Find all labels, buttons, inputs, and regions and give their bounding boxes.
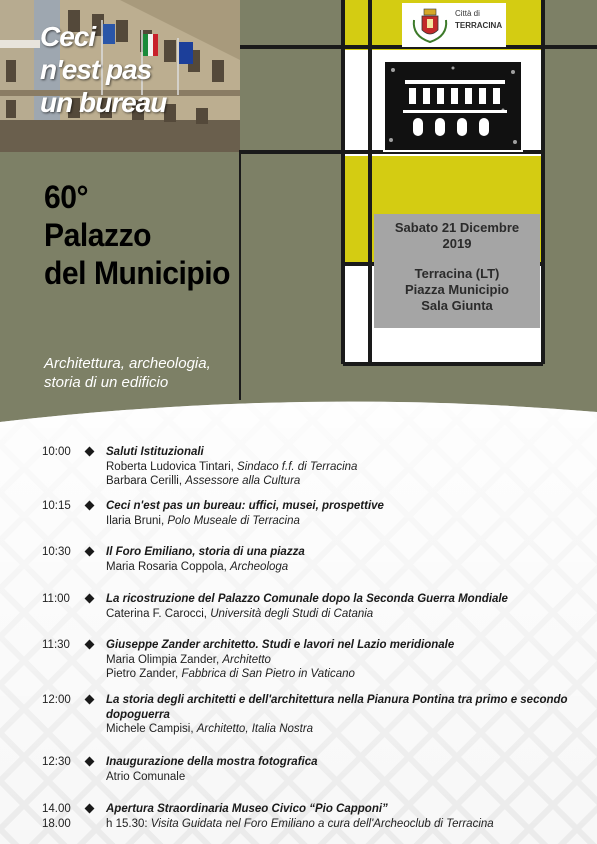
program-title: La storia degli architetti e dell'architettura nella Pianura Pontina tra primo e secondo dopoguerra <box>106 694 568 721</box>
subtitle-line-1: Architettura, archeologia, <box>44 355 211 372</box>
program-time: 12:30 <box>42 756 71 768</box>
speaker: Ilaria Bruni, Polo Museale di Terracina <box>106 514 300 527</box>
program-title: Il Foro Emiliano, storia di una piazza <box>106 546 305 558</box>
photo-title <box>40 20 166 119</box>
speaker: Roberta Ludovica Tintari, Sindaco f.f. di Terracina <box>106 460 358 473</box>
speaker-name: Caterina F. Carocci <box>106 607 204 620</box>
main-title <box>44 178 230 292</box>
date-place-box <box>374 214 540 328</box>
speaker-name: Pietro Zander <box>106 668 176 680</box>
title-anniversary: 60° <box>44 179 89 215</box>
grid-line-left <box>230 150 244 400</box>
speaker-role: Università degli Studi di Catania <box>210 607 374 620</box>
program-time: 12:00 <box>42 694 71 706</box>
program-time: 10:00 <box>42 446 71 458</box>
speaker-name: Maria Rosaria Coppola <box>106 560 224 573</box>
speaker-role: Fabbrica di San Pietro in Vaticano <box>181 668 355 680</box>
program-title: Giuseppe Zander architetto. Studi e lavori nel Lazio meridionale <box>106 639 455 651</box>
visit-time: h 15.30: <box>106 817 151 830</box>
program-time: 14.00 <box>42 803 71 815</box>
logo-text-small: Città di <box>455 9 480 18</box>
event-date-day: Sabato 21 Dicembre <box>394 220 520 235</box>
speaker-role: Architetto <box>222 653 271 666</box>
coat-of-arms-icon <box>408 6 452 44</box>
program-title: La ricostruzione del Palazzo Comunale dopo la Seconda Guerra Mondiale <box>106 593 508 605</box>
speaker-name: Ilaria Bruni <box>106 514 161 527</box>
speaker: Caterina F. Carocci, Università degli Studi di Catania <box>106 607 374 620</box>
program-title: Ceci n'est pas un bureau: uffici, musei, prospettive <box>106 500 384 512</box>
speaker: Maria Rosaria Coppola, Archeologa <box>106 560 289 573</box>
subtitle <box>44 354 211 392</box>
speaker-role: Assessore alla Cultura <box>185 475 301 487</box>
speaker: Maria Olimpia Zander, Architetto <box>106 653 271 666</box>
program-title: Inaugurazione della mostra fotografica <box>106 756 318 768</box>
speaker-role: Polo Museale di Terracina <box>167 514 300 527</box>
event-city: Terracina (LT) <box>414 266 500 281</box>
speaker-name: Barbara Cerilli <box>106 475 179 487</box>
program-time-end: 18.00 <box>42 818 71 830</box>
speaker: Michele Campisi, Architetto, Italia Nostra <box>106 723 314 735</box>
speaker <box>106 817 581 832</box>
subtitle-line-2: storia di un edificio <box>44 374 169 391</box>
event-square: Piazza Municipio <box>404 282 509 297</box>
city-logo <box>402 3 506 47</box>
photo-title-line-2: n'est pas <box>40 54 152 85</box>
speaker-name: Maria Olimpia Zander <box>106 653 216 666</box>
speaker-role: Sindaco f.f. di Terracina <box>237 460 358 473</box>
logo-text-big: TERRACINA <box>455 21 503 30</box>
event-room: Sala Giunta <box>421 298 493 313</box>
program-time: 10:15 <box>42 500 71 512</box>
speaker: Pietro Zander, Fabbrica di San Pietro in Vaticano <box>106 668 355 680</box>
photo-title-line-1: Ceci <box>40 21 96 52</box>
program-title: Apertura Straordinaria Museo Civico “Pio Capponi” <box>106 803 388 815</box>
speaker-name: Michele Campisi <box>106 723 191 735</box>
program-time: 10:30 <box>42 546 71 558</box>
program-time: 11:00 <box>42 593 70 605</box>
title-line-3: del Municipio <box>44 255 231 291</box>
speaker-name: Roberta Ludovica Tintari <box>106 460 231 473</box>
program-time: 11:30 <box>42 639 70 651</box>
program-title: Saluti Istituzionali <box>106 446 204 458</box>
event-location: Atrio Comunale <box>106 770 186 783</box>
title-line-2: Palazzo <box>44 217 152 253</box>
building-stamp <box>383 60 523 152</box>
event-date-year: 2019 <box>442 236 472 251</box>
speaker-role: Architetto, Italia Nostra <box>196 723 314 735</box>
speaker: Barbara Cerilli, Assessore alla Cultura <box>106 475 301 487</box>
visit-description: Visita Guidata nel Foro Emiliano a cura dell'Archeoclub di Terracina <box>150 817 494 830</box>
photo-title-line-3: un bureau <box>40 87 167 118</box>
building-photo <box>0 0 240 152</box>
speaker-role: Archeologa <box>230 560 289 573</box>
